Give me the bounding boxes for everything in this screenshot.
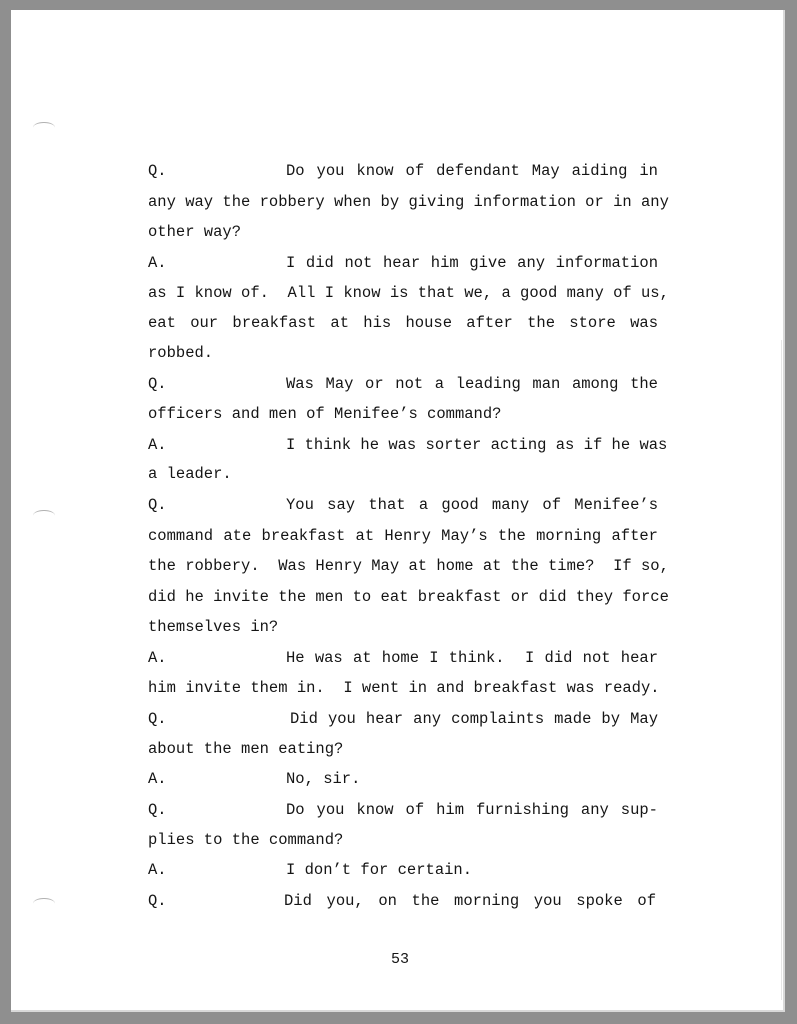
answer-first-line: Was May or not a leading man among the [286, 375, 658, 393]
speaker-label: A. [148, 649, 167, 667]
text-line: a leader. [148, 465, 232, 483]
punch-hole-mark [33, 898, 55, 909]
speaker-label: Q. [148, 162, 167, 180]
speaker-label: Q. [148, 375, 167, 393]
speaker-label: A. [148, 770, 167, 788]
answer-first-line: Did you hear any complaints made by May [290, 710, 658, 728]
text-line: the robbery. Was Henry May at home at the time? If so, [148, 557, 669, 575]
page-edge-line [781, 340, 782, 1000]
speaker-label: A. [148, 436, 167, 454]
speaker-label: A. [148, 861, 167, 879]
punch-hole-mark [33, 510, 55, 521]
answer-first-line: Did you, on the morning you spoke of [284, 892, 656, 910]
speaker-label: Q. [148, 892, 167, 910]
answer-first-line: Do you know of him furnishing any sup- [286, 801, 658, 819]
text-line: did he invite the men to eat breakfast or did they force [148, 588, 669, 606]
punch-hole-mark [33, 122, 55, 133]
answer-first-line: I did not hear him give any information [286, 254, 658, 272]
answer-first-line: Do you know of defendant May aiding in [286, 162, 658, 180]
text-line: robbed. [148, 344, 214, 362]
text-line: plies to the command? [148, 831, 344, 849]
speaker-label: Q. [148, 710, 167, 728]
text-line: eat our breakfast at his house after the store was [148, 314, 658, 332]
text-line: other way? [148, 223, 242, 241]
text-line: command ate breakfast at Henry May’s the morning after [148, 527, 658, 545]
text-line: about the men eating? [148, 740, 344, 758]
answer-first-line: I think he was sorter acting as if he was [286, 436, 668, 454]
speaker-label: A. [148, 254, 167, 272]
text-line: themselves in? [148, 618, 279, 636]
answer-first-line: He was at home I think. I did not hear [286, 649, 658, 667]
page-number: 53 [390, 951, 409, 968]
text-line: as I know of. All I know is that we, a good many of us, [148, 284, 669, 302]
answer-first-line: You say that a good many of Menifee’s [286, 496, 658, 514]
text-line: any way the robbery when by giving information or in any [148, 193, 669, 211]
answer-first-line: I don’t for certain. [286, 861, 473, 879]
answer-first-line: No, sir. [286, 770, 361, 788]
speaker-label: Q. [148, 496, 167, 514]
text-line: him invite them in. I went in and breakfast was ready. [148, 679, 660, 697]
text-line: officers and men of Menifee’s command? [148, 405, 502, 423]
speaker-label: Q. [148, 801, 167, 819]
